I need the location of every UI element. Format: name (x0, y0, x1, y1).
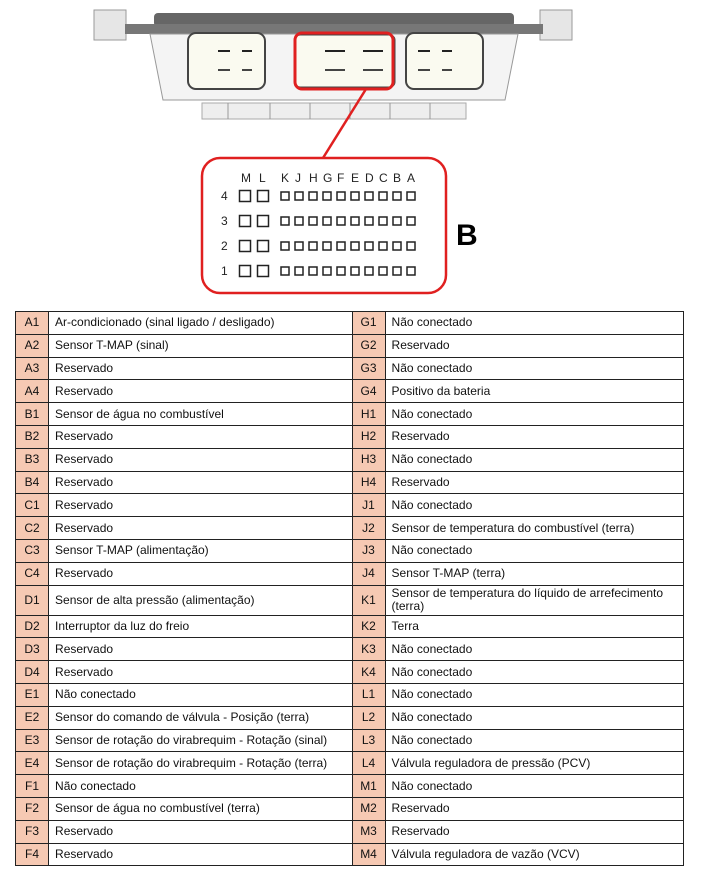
pin-description: Não conectado (49, 683, 352, 706)
pin-description: Interruptor da luz do freio (49, 615, 352, 638)
column-label: L (259, 171, 266, 185)
pin-cavity (309, 217, 317, 225)
pin-id: L1 (352, 683, 385, 706)
pin-cavity (393, 217, 401, 225)
pin-id: E3 (16, 729, 49, 752)
table-row (16, 706, 684, 729)
pin-cavity (323, 217, 331, 225)
table-row (16, 403, 684, 426)
pin-description: Não conectado (49, 775, 352, 798)
pin-cavity (407, 192, 415, 200)
pin-description: Reservado (49, 448, 352, 471)
pin-id: H3 (352, 448, 385, 471)
pin-id: C1 (16, 494, 49, 517)
pin-cavity (258, 191, 269, 202)
pin-id: D3 (16, 638, 49, 661)
pin-id: M1 (352, 775, 385, 798)
pin-description: Não conectado (385, 661, 683, 684)
pin-cavity (393, 242, 401, 250)
table-row (16, 683, 684, 706)
pin-description: Válvula reguladora de vazão (VCV) (385, 843, 683, 866)
pin-description: Sensor de temperatura do combustível (terra) (385, 517, 683, 540)
pin-description: Reservado (49, 562, 352, 585)
pin-cavity (281, 242, 289, 250)
pin-description: Reservado (49, 425, 352, 448)
pin-description: Não conectado (385, 729, 683, 752)
pin-cavity (379, 192, 387, 200)
pin-description: Ar-condicionado (sinal ligado / desligado) (49, 312, 352, 335)
table-row (16, 539, 684, 562)
pin-id: K1 (352, 585, 385, 615)
table-row (16, 494, 684, 517)
pin-id: E2 (16, 706, 49, 729)
row-label: 1 (221, 264, 228, 278)
pin-cavity (379, 217, 387, 225)
table-row (16, 312, 684, 335)
pin-id: J2 (352, 517, 385, 540)
pin-cavity (393, 192, 401, 200)
pin-id: H4 (352, 471, 385, 494)
pin-description: Reservado (385, 797, 683, 820)
pin-cavity (365, 242, 373, 250)
pin-cavity (309, 267, 317, 275)
table-row (16, 775, 684, 798)
column-label: J (295, 171, 301, 185)
pin-description: Reservado (49, 471, 352, 494)
pin-id: B3 (16, 448, 49, 471)
pin-cavity (240, 266, 251, 277)
pin-id: L4 (352, 752, 385, 775)
pin-id: F1 (16, 775, 49, 798)
pin-id: B1 (16, 403, 49, 426)
pin-cavity (407, 217, 415, 225)
pin-id: A2 (16, 334, 49, 357)
pin-cavity (240, 241, 251, 252)
pin-cavity (281, 192, 289, 200)
pin-cavity (258, 216, 269, 227)
pin-cavity (365, 217, 373, 225)
pin-cavity (365, 267, 373, 275)
pin-description: Sensor de rotação do virabrequim - Rotação (terra) (49, 752, 352, 775)
pin-cavity (323, 267, 331, 275)
pin-description: Sensor de temperatura do líquido de arrefecimento (terra) (385, 585, 683, 615)
pin-description: Sensor T-MAP (terra) (385, 562, 683, 585)
pin-description: Sensor do comando de válvula - Posição (terra) (49, 706, 352, 729)
pin-cavity (337, 192, 345, 200)
pin-id: E1 (16, 683, 49, 706)
pin-description: Válvula reguladora de pressão (PCV) (385, 752, 683, 775)
pin-cavity (240, 216, 251, 227)
pin-cavity (379, 242, 387, 250)
pin-id: D4 (16, 661, 49, 684)
pin-cavity (323, 192, 331, 200)
pin-cavity (258, 266, 269, 277)
pin-description: Reservado (49, 638, 352, 661)
pin-id: A4 (16, 380, 49, 403)
pin-description: Não conectado (385, 448, 683, 471)
pin-id: D1 (16, 585, 49, 615)
connector-label: B (456, 219, 478, 252)
pin-id: J3 (352, 539, 385, 562)
pin-cavity (351, 192, 359, 200)
pin-id: C2 (16, 517, 49, 540)
pin-cavity (295, 242, 303, 250)
table-row (16, 357, 684, 380)
pin-description: Sensor de água no combustível (49, 403, 352, 426)
pin-cavity (337, 242, 345, 250)
table-row (16, 797, 684, 820)
pin-description: Não conectado (385, 494, 683, 517)
pin-id: B4 (16, 471, 49, 494)
pin-description: Não conectado (385, 312, 683, 335)
pin-description: Não conectado (385, 357, 683, 380)
pin-id: D2 (16, 615, 49, 638)
pin-cavity (365, 192, 373, 200)
pin-id: J4 (352, 562, 385, 585)
column-label: H (309, 171, 318, 185)
column-label: D (365, 171, 374, 185)
pin-description: Sensor de alta pressão (alimentação) (49, 585, 352, 615)
table-row (16, 380, 684, 403)
pin-cavity (240, 191, 251, 202)
pin-description: Não conectado (385, 775, 683, 798)
pin-id: H1 (352, 403, 385, 426)
pin-id: A1 (16, 312, 49, 335)
pin-id: F2 (16, 797, 49, 820)
pin-description: Não conectado (385, 706, 683, 729)
connector-right (406, 33, 483, 89)
pin-description: Reservado (385, 425, 683, 448)
pin-cavity (393, 267, 401, 275)
column-label: C (379, 171, 388, 185)
pin-description: Reservado (49, 357, 352, 380)
pin-id: B2 (16, 425, 49, 448)
pin-id: G3 (352, 357, 385, 380)
row-label: 4 (221, 189, 228, 203)
pin-description: Não conectado (385, 403, 683, 426)
pin-id: J1 (352, 494, 385, 517)
pin-cavity (281, 267, 289, 275)
pin-description: Reservado (385, 471, 683, 494)
pin-description: Sensor de água no combustível (terra) (49, 797, 352, 820)
pin-description: Positivo da bateria (385, 380, 683, 403)
pin-id: L3 (352, 729, 385, 752)
pin-id: L2 (352, 706, 385, 729)
connector-left (188, 33, 265, 89)
pin-id: K4 (352, 661, 385, 684)
pin-description: Reservado (49, 494, 352, 517)
pin-description: Não conectado (385, 683, 683, 706)
pin-id: C3 (16, 539, 49, 562)
pin-description: Reservado (49, 517, 352, 540)
pin-description: Sensor de rotação do virabrequim - Rotação (sinal) (49, 729, 352, 752)
pin-description: Não conectado (385, 638, 683, 661)
table-row (16, 661, 684, 684)
pin-id: C4 (16, 562, 49, 585)
column-label: K (281, 171, 290, 185)
pinout-table (15, 311, 684, 866)
pin-description: Reservado (49, 661, 352, 684)
pin-id: M2 (352, 797, 385, 820)
table-row (16, 471, 684, 494)
pin-id: K3 (352, 638, 385, 661)
pin-description: Reservado (385, 820, 683, 843)
pin-cavity (295, 192, 303, 200)
column-label: E (351, 171, 360, 185)
table-row (16, 752, 684, 775)
table-row (16, 843, 684, 866)
pin-description: Sensor T-MAP (alimentação) (49, 539, 352, 562)
pin-id: M3 (352, 820, 385, 843)
row-label: 2 (221, 239, 228, 253)
pin-id: A3 (16, 357, 49, 380)
column-label: A (407, 171, 416, 185)
pin-id: H2 (352, 425, 385, 448)
table-row (16, 638, 684, 661)
pin-cavity (309, 192, 317, 200)
table-row (16, 334, 684, 357)
table-row (16, 585, 684, 615)
pin-id: G2 (352, 334, 385, 357)
pin-id: G1 (352, 312, 385, 335)
pin-cavity (351, 267, 359, 275)
column-label: M (241, 171, 251, 185)
connector-b (295, 33, 395, 89)
table-row (16, 562, 684, 585)
column-label: G (323, 171, 333, 185)
pin-description: Reservado (49, 843, 352, 866)
pin-description: Reservado (49, 380, 352, 403)
pin-description: Reservado (385, 334, 683, 357)
pin-id: F3 (16, 820, 49, 843)
row-label: 3 (221, 214, 228, 228)
pin-cavity (309, 242, 317, 250)
pin-cavity (295, 217, 303, 225)
table-row (16, 517, 684, 540)
table-row (16, 820, 684, 843)
table-row (16, 615, 684, 638)
pin-cavity (337, 267, 345, 275)
table-row (16, 425, 684, 448)
pin-description: Terra (385, 615, 683, 638)
pin-cavity (281, 217, 289, 225)
column-label: F (337, 171, 345, 185)
pin-id: E4 (16, 752, 49, 775)
pin-id: G4 (352, 380, 385, 403)
pin-cavity (351, 242, 359, 250)
pin-cavity (337, 217, 345, 225)
pin-id: M4 (352, 843, 385, 866)
pin-cavity (351, 217, 359, 225)
ecu-connector-diagram (0, 0, 714, 305)
table-row (16, 729, 684, 752)
pin-cavity (379, 267, 387, 275)
pin-cavity (258, 241, 269, 252)
pin-description: Não conectado (385, 539, 683, 562)
pin-cavity (323, 242, 331, 250)
table-row (16, 448, 684, 471)
pin-cavity (295, 267, 303, 275)
pin-id: K2 (352, 615, 385, 638)
pin-cavity (407, 267, 415, 275)
pin-description: Reservado (49, 820, 352, 843)
column-label: B (393, 171, 402, 185)
pin-description: Sensor T-MAP (sinal) (49, 334, 352, 357)
pin-cavity (407, 242, 415, 250)
pin-id: F4 (16, 843, 49, 866)
